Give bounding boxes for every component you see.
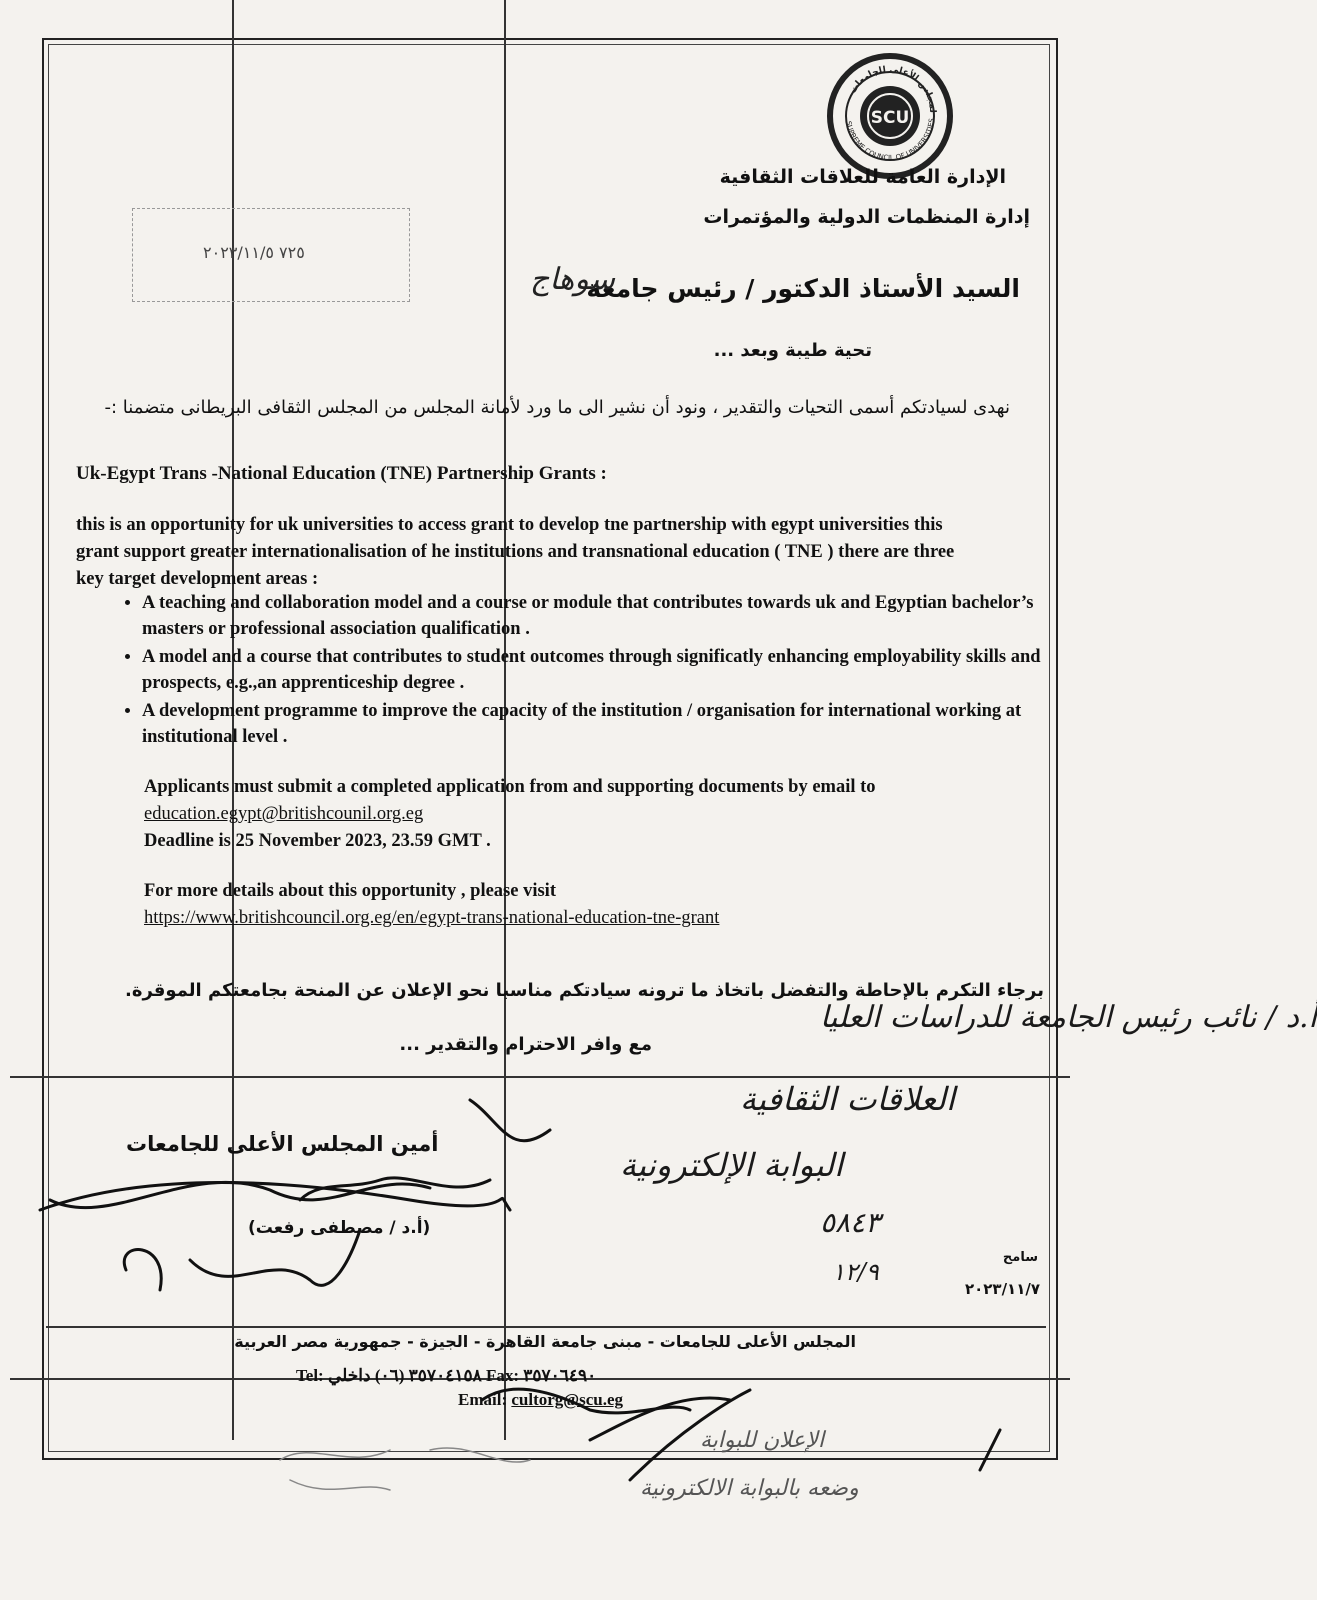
handwritten-bottom-note-1: الإعلان للبوابة [700, 1428, 825, 1453]
development-areas-list [76, 590, 1072, 752]
signatory-title: أمين المجلس الأعلى للجامعات [126, 1132, 439, 1156]
incoming-stamp [132, 208, 410, 302]
department-line-1: الإدارة العامة للعلاقات الثقافية [719, 166, 1006, 188]
request-line: برجاء التكرم بالإحاطة والتفضل باتخاذ ما ترونه سيادتكم مناسبا نحو الإعلان عن المنحة بجامعتكم الموقرة. [124, 980, 1044, 1001]
handwritten-ref-number: ٥٨٤٣ [820, 1206, 881, 1239]
intro-paragraph: نهدى لسيادتكم أسمى التحيات والتقدير ، ونود أن نشير الى ما ورد لأمانة المجلس من المجلس الثقافى البريطانى متضمنا :- [104, 397, 1010, 418]
greeting: تحية طيبة وبعد ... [713, 340, 872, 361]
scu-seal-logo [826, 52, 954, 180]
handwritten-note-line2: العلاقات الثقافية [740, 1080, 955, 1118]
application-instructions [144, 774, 1024, 855]
apply-email-link[interactable]: education.egypt@britishcounil.org.eg [144, 804, 424, 824]
more-text: For more details about this opportunity , please visit [144, 881, 556, 901]
stamp-number: ٧٢٥ ٢٠٢٣/١١/٥ [203, 243, 305, 262]
more-details [144, 878, 1024, 932]
handwritten-signatures [30, 1140, 1070, 1580]
seal-abbr: SCU [870, 108, 910, 128]
footer-email-label: Email: [458, 1390, 508, 1409]
date-value: ٢٠٢٣/١١/٧ [964, 1280, 1040, 1298]
apply-text: Applicants must submit a completed application from and supporting documents by email to [144, 777, 876, 797]
scan-fold-line-horizontal [10, 1076, 1070, 1078]
details-url-link[interactable]: https://www.britishcouncil.org.eg/en/egypt-trans-national-education-tne-grant [144, 908, 720, 928]
handwritten-ref-date: ١٢/٩ [832, 1258, 879, 1286]
handwritten-margin-note: أ.د / نائب رئيس الجامعة للدراسات العليا [820, 1000, 1317, 1035]
grant-title: Uk-Egypt Trans -National Education (TNE) Partnership Grants : [76, 463, 607, 484]
deadline: Deadline is 25 November 2023, 23.59 GMT . [144, 831, 491, 851]
seal-ar-text: لمجلس الأعلى للجامعات [848, 64, 938, 113]
date-label: سامح [1002, 1250, 1038, 1265]
handwritten-bottom-note-2: وضعه بالبوابة الالكترونية [640, 1476, 859, 1501]
list-item: • A model and a course that contributes to student outcomes through significatly enhancing employability skills and prospects, e.g.,an apprenticeship degree . [142, 644, 1072, 696]
regards-line: مع وافر الاحترام والتقدير ... [399, 1034, 652, 1055]
handwritten-note-line3: البوابة الإلكترونية [620, 1146, 843, 1184]
seal-ring-text: SUPREME COUNCIL OF UNIVERSITIES [844, 117, 936, 163]
signatory-name: (أ.د / مصطفى رفعت) [248, 1218, 431, 1238]
grant-description: this is an opportunity for uk universities to access grant to develop tne partnership with egypt universities this grant support greater internationalisation of he institutions and transnational education ( TNE ) there are three key target development areas : [76, 515, 955, 589]
footer-address: المجلس الأعلى للجامعات - مبنى جامعة القاهرة - الجيزة - جمهورية مصر العربية [234, 1332, 856, 1351]
footer-tel-fax: Tel: ٣٥٧٠٤١٥٨ (٠٦) داخلي Fax: ٣٥٧٠٦٤٩٠ [296, 1366, 597, 1385]
list-item: • A teaching and collaboration model and a course or module that contributes towards uk and Egyptian bachelor’s masters or professional association qualification . [142, 590, 1072, 642]
addressee: السيد الأستاذ الدكتور / رئيس جامعة [586, 274, 1020, 303]
list-item: • A development programme to improve the capacity of the institution / organisation for international working at institutional level . [142, 698, 1072, 750]
footer-email-link[interactable]: cultorg@scu.eg [511, 1390, 624, 1409]
department-line-2: إدارة المنظمات الدولية والمؤتمرات [703, 206, 1030, 228]
addressee-handwritten: سوهاج [530, 262, 615, 297]
